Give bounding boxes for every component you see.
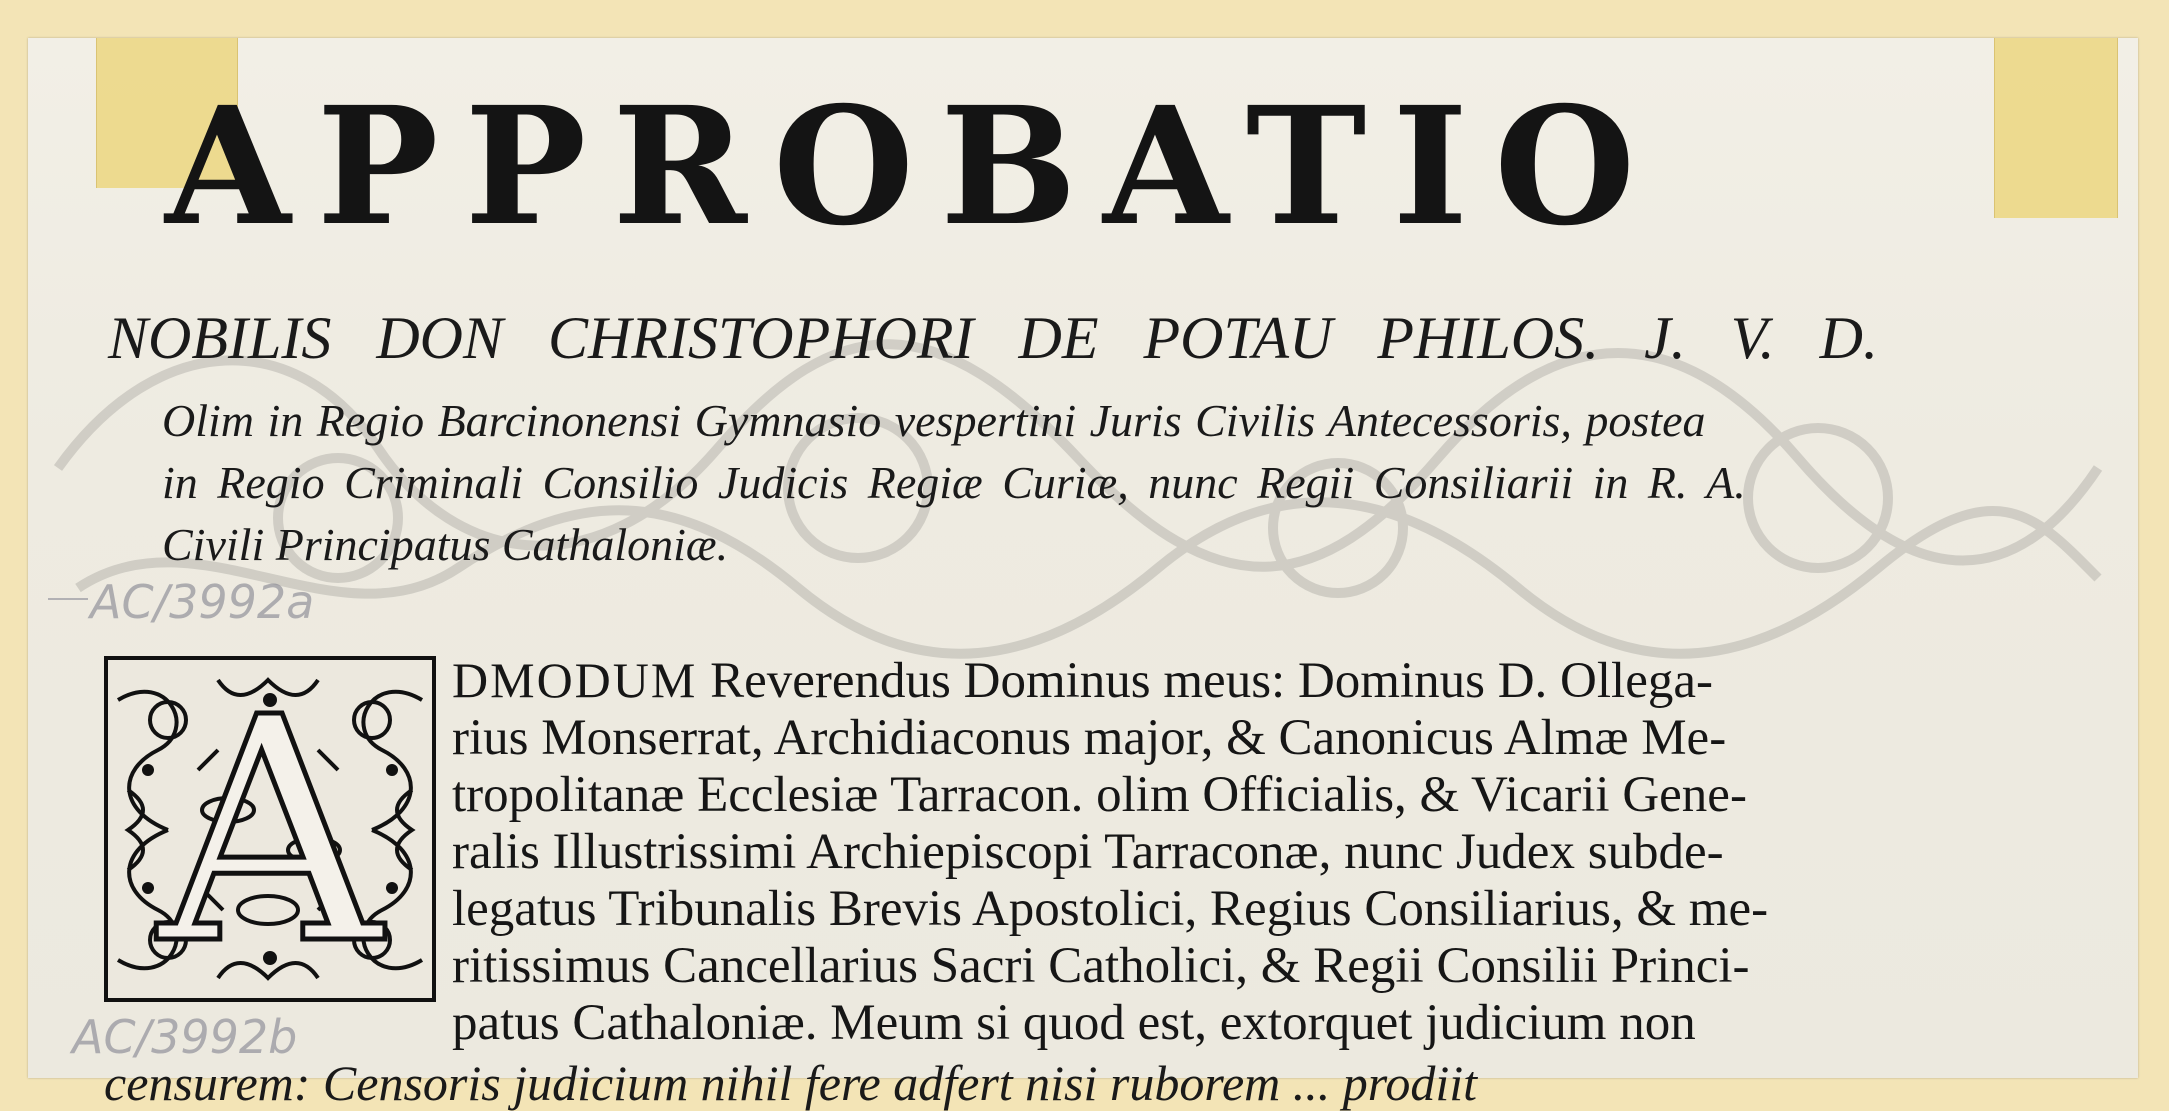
body-line-text: Reverendus Dominus meus: Dominus D. Ollega-	[697, 653, 1713, 709]
cut-off-line: censurem: Censoris judicium nihil fere adfert nisi ruborem ... prodiit	[104, 1055, 1478, 1111]
description-line: Olim in Regio Barcinonensi Gymnasio vespertini Juris Civilis Antecessoris, postea	[162, 395, 1706, 446]
body-line: patus Cathaloniæ. Meum si quod est, extorquet judicium non	[452, 995, 1696, 1051]
description-line: in Regio Criminali Consilio Judicis Regiæ Curiæ, nunc Regii Consiliarii in R. A.	[162, 457, 1746, 508]
body-line: ritissimus Cancellarius Sacri Catholici, & Regii Consilii Princi-	[452, 938, 1750, 994]
initial-letter: A	[158, 656, 382, 1002]
body-line: legatus Tribunalis Brevis Apostolici, Regius Consiliarius, & me-	[452, 881, 1769, 937]
document-title: APPROBATIO	[165, 72, 1662, 262]
document-subtitle: NOBILIS DON CHRISTOPHORI DE POTAU PHILOS. J. V. D.	[108, 305, 1878, 371]
body-line: tropolitanæ Ecclesiæ Tarracon. olim Officialis, & Vicarii Gene-	[452, 767, 1747, 823]
body-line	[452, 652, 2020, 710]
body-line: rius Monserrat, Archidiaconus major, & Canonicus Almæ Me-	[452, 710, 1727, 766]
author-description	[162, 390, 2032, 576]
description-line: Civili Principatus Cathaloniæ.	[162, 519, 729, 570]
body-text	[452, 652, 2020, 1052]
tape-strip-right	[1994, 38, 2118, 218]
pencil-dash	[48, 598, 88, 600]
body-lead-word: DMODUM	[452, 652, 698, 708]
pencil-annotation: AC/3992b	[72, 1010, 298, 1064]
pencil-annotation: AC/3992a	[90, 575, 315, 629]
decorated-initial	[104, 656, 436, 1002]
body-line: ralis Illustrissimi Archiepiscopi Tarraconæ, nunc Judex subde-	[452, 824, 1724, 880]
